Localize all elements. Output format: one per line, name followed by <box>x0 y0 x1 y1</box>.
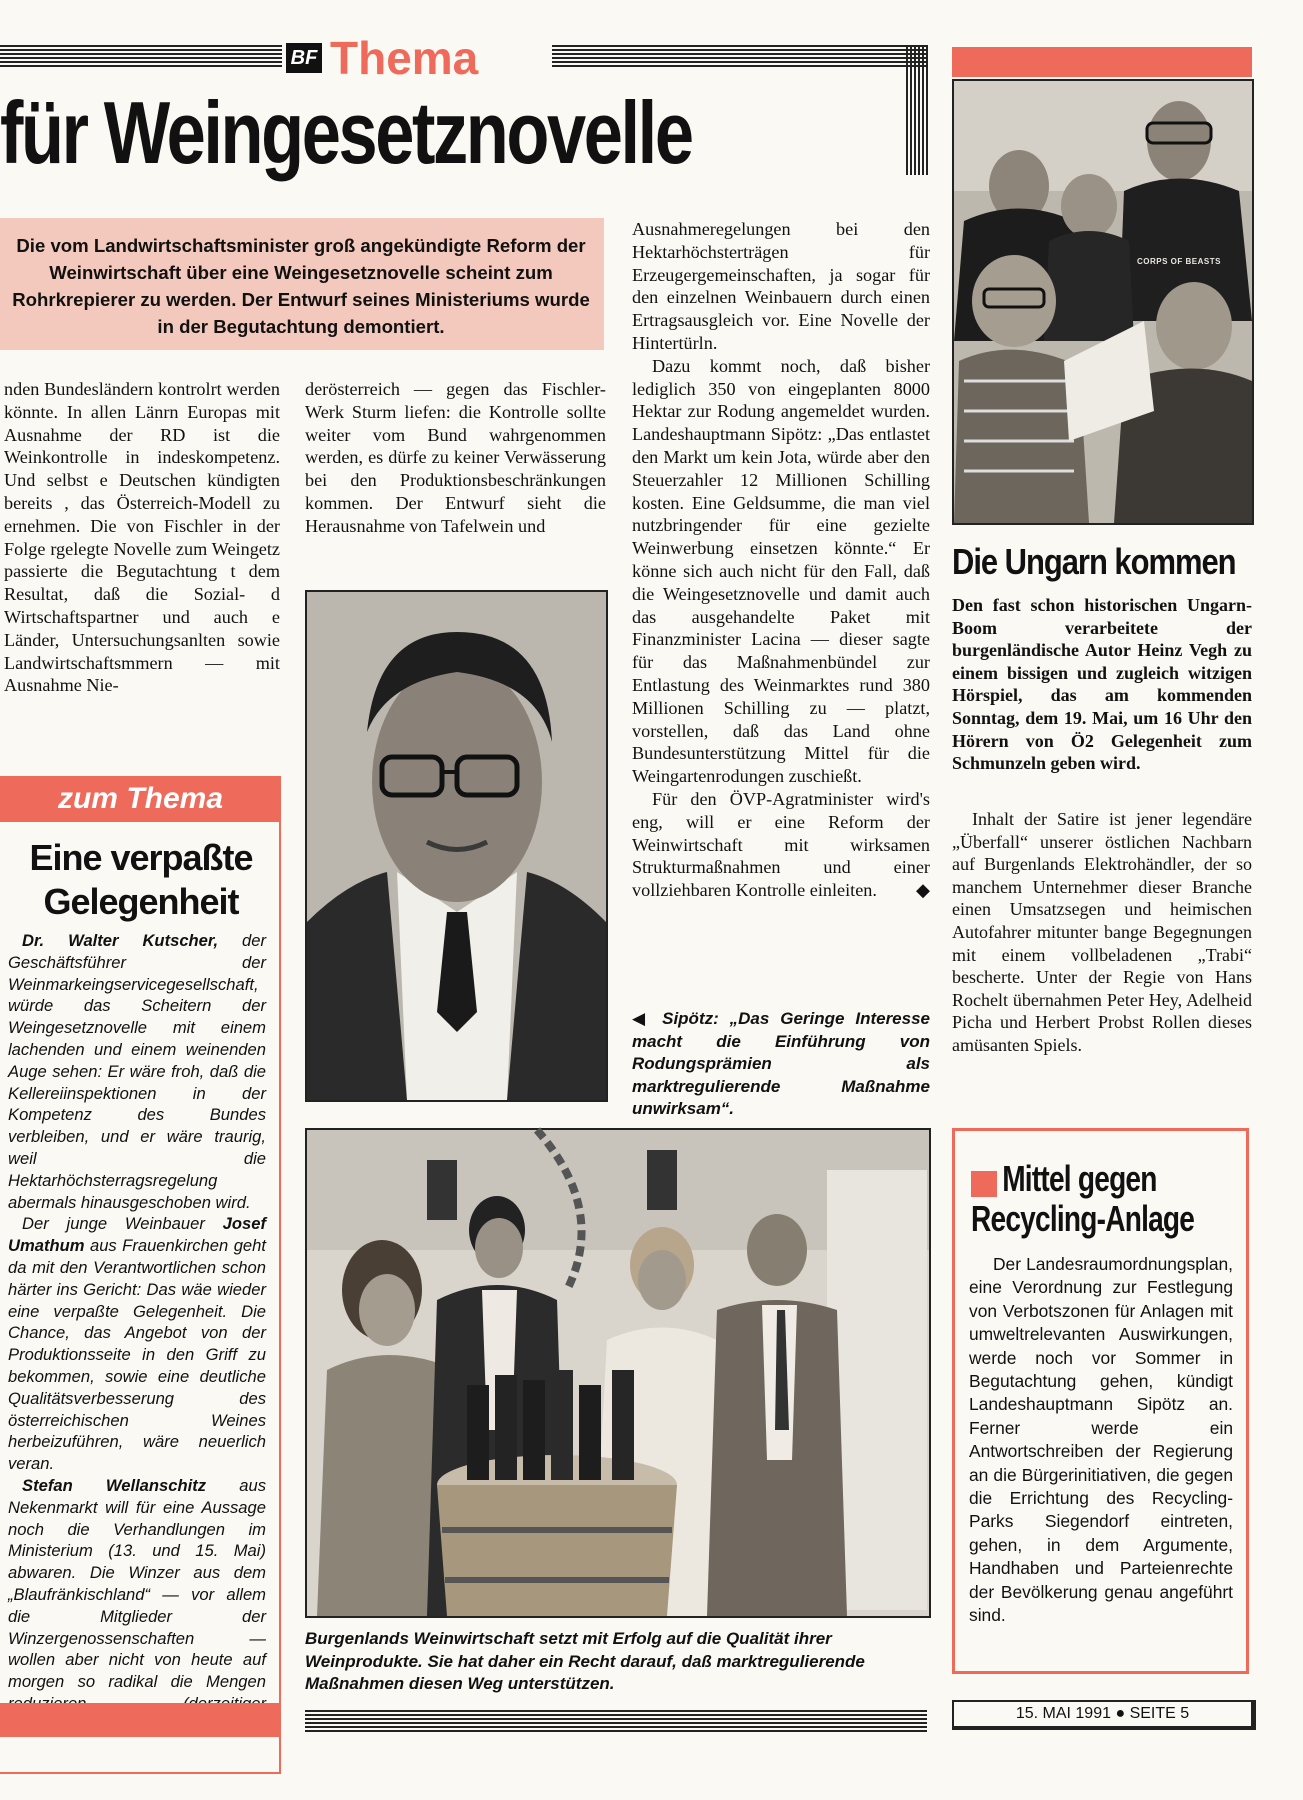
sidebar-paragraph-1: Dr. Walter Kutscher, der Geschäftsführer der Weinmarkeingservicegesellschaft, würde das Scheitern der Weingesetznovelle mit einem lachenden und einem weinenden Auge sehen: Er wäre froh, daß die Kellereiinspektionen in der Kompetenz des Bundes verbleiben, und er wäre traurig, weil die Hektarhöchsterragsregelung abermals hinausgeschoben wird. <box>8 931 267 1212</box>
ungarn-photo-shirt-text: CORPS OF BEASTS <box>1137 257 1221 266</box>
group-photo <box>305 1128 931 1618</box>
portrait-photo <box>305 590 608 1102</box>
page-footer <box>952 1700 1256 1730</box>
column-3-text <box>632 218 930 1000</box>
sidebar-title: Eine verpaßte Gelegenheit <box>29 837 253 922</box>
sidebar-paragraph-2: Der junge Weinbauer Josef Umathum aus Frauenkirchen geht da mit den Verantwortlichen schon härter ins Gericht: Das wäe wieder eine verpaßte Gelegenheit. Die Chance, das Angebot von der Produktionsseite in den Griff zu bekommen, sowie eine deutliche Qualitätsverbesserung des österreichischen Weines herbeizuführen, wäre neuerlich veran. <box>8 1214 266 1474</box>
footer-page: SEITE 5 <box>1129 1705 1190 1722</box>
header-rule-vertical <box>906 45 928 175</box>
portrait-caption: ◀ Sipötz: „Das Geringe Interesse macht die Einführung von Rodungsprämien als marktregulierende Maßnahme unwirksam“. <box>632 1009 930 1118</box>
sidebar-body <box>8 930 266 1698</box>
header-rule-left <box>0 45 282 69</box>
footer-date: 15. MAI 1991 <box>1015 1705 1111 1722</box>
section-title: Thema <box>330 32 479 84</box>
sidebar-bottom-bar <box>0 1703 281 1737</box>
lead-box <box>0 218 604 350</box>
ungarn-title: Die Ungarn kommen <box>952 541 1236 582</box>
header-rule-right <box>552 45 928 69</box>
footer-bullet-icon: ● <box>1115 1705 1126 1722</box>
recycling-body: Der Landesraumordnungsplan, eine Verordnung zur Festlegung von Verbotszonen für Anlagen mit umweltrelevanten Auswirkungen, werde noch vor Sommer in Begutachtung gehen, kündigt Landeshauptmann Sipötz an. Ferner werde ein Antwortschreiben der Regierung an die Bürgerinitiativen, die gegen die Errichtung des Recycling-Parks Siegendorf eintreten, gehen, in dem Argumente, Handhaben und Parteienrechte der Bevölkerung genau angeführt sind. <box>969 1254 1233 1626</box>
column-2-text <box>305 378 606 568</box>
sidebar-kicker-text: zum Thema <box>57 782 224 815</box>
ungarn-body: Inhalt der Satire ist jener legendäre „Überfall“ unserer östlichen Nachbarn auf Burgenlands Elektrohändler, der so manchem Unternehmer dieser Branche einen Umsatzsegen und heimischen Autofahrer mitunter bange Begegnungen mit einem vollbeladenen „Trabi“ bescherte. Unter der Regie von Hans Rochelt übernahmen Peter Hey, Adelheid Picha und Herbert Probst Rollen dieses amüsanten Spiels. <box>952 809 1252 1055</box>
sidebar-kicker <box>0 776 281 822</box>
recycling-title: Mittel gegen Recycling-Anlage <box>971 1158 1195 1239</box>
ungarn-accent-bar <box>952 47 1252 77</box>
column-3-paragraph-2: Dazu kommt noch, daß bisher lediglich 350 von eingeplanten 8000 Hektar zur Rodung angemeldet wurden. Landeshauptmann Sipötz: „Das entlastet den Markt um kein Jota, würde aber den Steuerzahler 12 Millionen Schilling kosten. Eine Geldsumme, die man viel nutzbringender für eine gezielte Weinwerbung einsetzen könnte.“ Er könne sich auch nicht für den Fall, daß die Weingesetznovelle und damit auch das ausgehandelte Paket mit Finanzminister Lacina — dieser sagte für das Maßnahmenbündel zur Entlastung des Weinmarktes rund 380 Millionen Schilling zu — platzt, vorstellen, daß das Land ohne Bundesunterstützung Mittel für die Weingartenrodungen zuschießt. <box>632 355 930 787</box>
bottom-rule <box>305 1710 927 1732</box>
ungarn-photo <box>952 79 1254 525</box>
ungarn-lead: Den fast schon historischen Ungarn-Boom verarbeitete der burgenländische Autor Heinz Vegh zu einem bissigen und zugleich witzigen Hörspiel, das am kommenden Sonntag, dem 19. Mai, um 16 Uhr den Hörern von Ö2 Gelegenheit zum Schmunzeln geben wird. <box>952 595 1252 774</box>
headline: für Weingesetznovelle <box>0 83 692 182</box>
column-2-paragraph: derösterreich — gegen das Fischler-Werk Sturm liefen: die Kontrolle sollte weiter vom Bund wahrgenommen werden, es dürfe zu keiner Verwässerung bei den Produktionsbeschränkungen kommen. Der Entwurf sieht die Herausnahme von Tafelwein und <box>305 379 606 536</box>
sidebar-paragraph-3: Stefan Wellanschitz aus Nekenmarkt will für eine Aussage noch die Verhandlungen im Ministerium (13. und 15. Mai) abwaren. Die Winzer aus dem „Blaufränkischland“ — vor allem die Mitglieder der Winzergenossenschaften — wollen aber nicht von heute auf morgen so radikal die Mengen <box>8 1475 266 1692</box>
header-logo: BF <box>286 43 322 73</box>
end-mark-icon: ◆ <box>916 880 930 901</box>
lead-text: Die vom Landwirtschaftsminister groß angekündigte Reform der Weinwirtschaft über eine Weingesetznovelle scheint zum Rohrkrepierer zu werden. Der Entwurf seines Ministeriums wurde in der Begutachtung demontiert. <box>12 235 590 337</box>
column-1-text <box>4 378 280 750</box>
group-photo-caption: Burgenlands Weinwirtschaft setzt mit Erfolg auf die Qualität ihrer Weinprodukte. Sie hat daher ein Recht darauf, daß marktregulierende Maßnahmen diesen Weg unterstützen. <box>305 1629 865 1694</box>
column-3-paragraph-3: Für den ÖVP-Agratminister wird's eng, will er eine Reform der Weinwirtschaft mit wirksamen Strukturmaßnahmen und einer vollziehbaren Kontrolle einleiten. ◆ <box>632 788 930 901</box>
column-3-paragraph-1: Ausnahmeregelungen bei den Hektarhöchsterträgen für Erzeugergemeinschaften, ja sogar für den einzelnen Weinbauern durch einen Ertragsausgleich vor. Eine Novelle der Hintertürln. <box>632 219 930 353</box>
recycling-box <box>952 1128 1249 1674</box>
column-1-paragraph: nden Bundesländern kontrolrt werden könnte. In allen Länrn Europas mit Ausnahme der RD ist die Weinkontrolle in indeskompetenz. Und selbst e Deutschen kündigten bereits , das Österreich-Modell zu ernehmen. Die von Fischler in der Folge rgelegte Novelle zum Weingetz passierte die Begutachtung t dem Resultat, daß die Sozial- d Wirtschaftspartner und auch e Länder, Untersuchungsanlten sowie Landwirtschaftsmmern — mit Ausnahme Nie- <box>4 379 280 696</box>
